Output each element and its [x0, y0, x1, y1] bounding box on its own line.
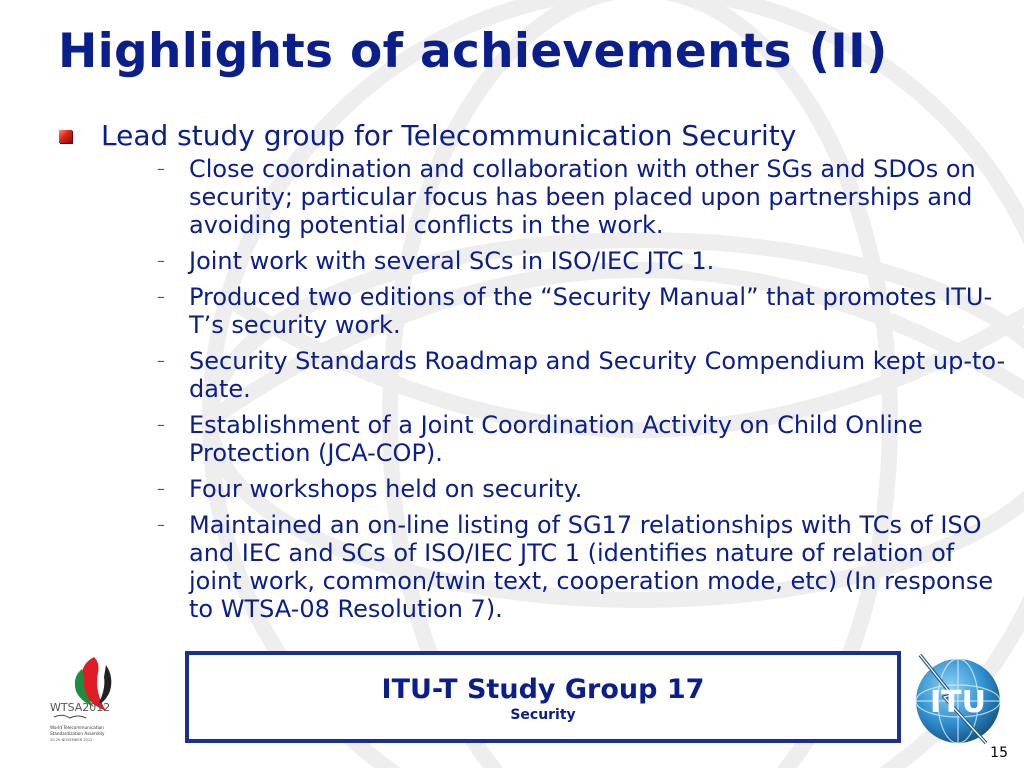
dash-icon: –: [157, 251, 165, 270]
sub-bullet-text: Establishment of a Joint Coordination Activity on Child Online Protection (JCA-COP).: [189, 411, 923, 467]
sub-bullet-text: Close coordination and collaboration with other SGs and SDOs on security; particular focus has been placed upon partnerships and avoiding potential conflicts in the work.: [189, 155, 976, 239]
dash-icon: –: [157, 515, 165, 534]
dash-icon: –: [157, 351, 165, 370]
footer-banner: [185, 651, 901, 743]
bullet-square-icon: [59, 130, 72, 143]
sub-bullet-text: Maintained an on-line listing of SG17 relationships with TCs of ISO and IEC and SCs of ISO/IEC JTC 1 (identifies nature of relation of joint work, common/twin text, cooperation mode, etc) (In response to WTSA-08 Resolution 7).: [189, 511, 994, 623]
sub-bullet-item: [101, 283, 1008, 339]
sub-bullet-text: Joint work with several SCs in ISO/IEC JTC 1.: [189, 247, 715, 275]
dash-icon: –: [157, 415, 165, 434]
svg-text:20-29 NOVEMBER 2012: 20-29 NOVEMBER 2012: [50, 738, 93, 742]
sub-bullet-item: [101, 347, 1008, 403]
sub-bullet-text: Produced two editions of the “Security Manual” that promotes ITU-T’s security work.: [189, 283, 993, 339]
footer-title: ITU-T Study Group 17: [381, 674, 705, 705]
footer-subtitle: Security: [510, 707, 576, 723]
sub-bullet-text: Four workshops held on security.: [189, 475, 583, 503]
sub-bullet-item: [101, 411, 1008, 467]
main-bullet-text: Lead study group for Telecommunication Security: [101, 119, 797, 152]
svg-text:Standardization Assembly: Standardization Assembly: [50, 731, 105, 736]
dash-icon: –: [157, 159, 165, 178]
itu-mark-text: ITU: [930, 685, 986, 720]
sub-bullet-item: [101, 475, 1008, 503]
wtsa-2012-logo: [48, 651, 130, 747]
sub-bullet-item: [101, 511, 1008, 623]
slide-content: [58, 118, 1008, 631]
sub-bullet-list: [101, 155, 1008, 623]
dash-icon: –: [157, 287, 165, 306]
sub-bullet-text: Security Standards Roadmap and Security Compendium kept up-to-date.: [189, 347, 1006, 403]
sub-bullet-item: [101, 155, 1008, 239]
wtsa-mark-text: WTSA2012: [50, 701, 111, 714]
slide-title: Highlights of achievements (II): [58, 24, 888, 79]
dash-icon: –: [157, 479, 165, 498]
page-number: 15: [990, 745, 1008, 761]
svg-text:World Telecommunication: World Telecommunication: [50, 725, 104, 730]
sub-bullet-item: [101, 247, 1008, 275]
main-bullet: [58, 118, 1008, 623]
itu-logo: [906, 651, 1014, 751]
